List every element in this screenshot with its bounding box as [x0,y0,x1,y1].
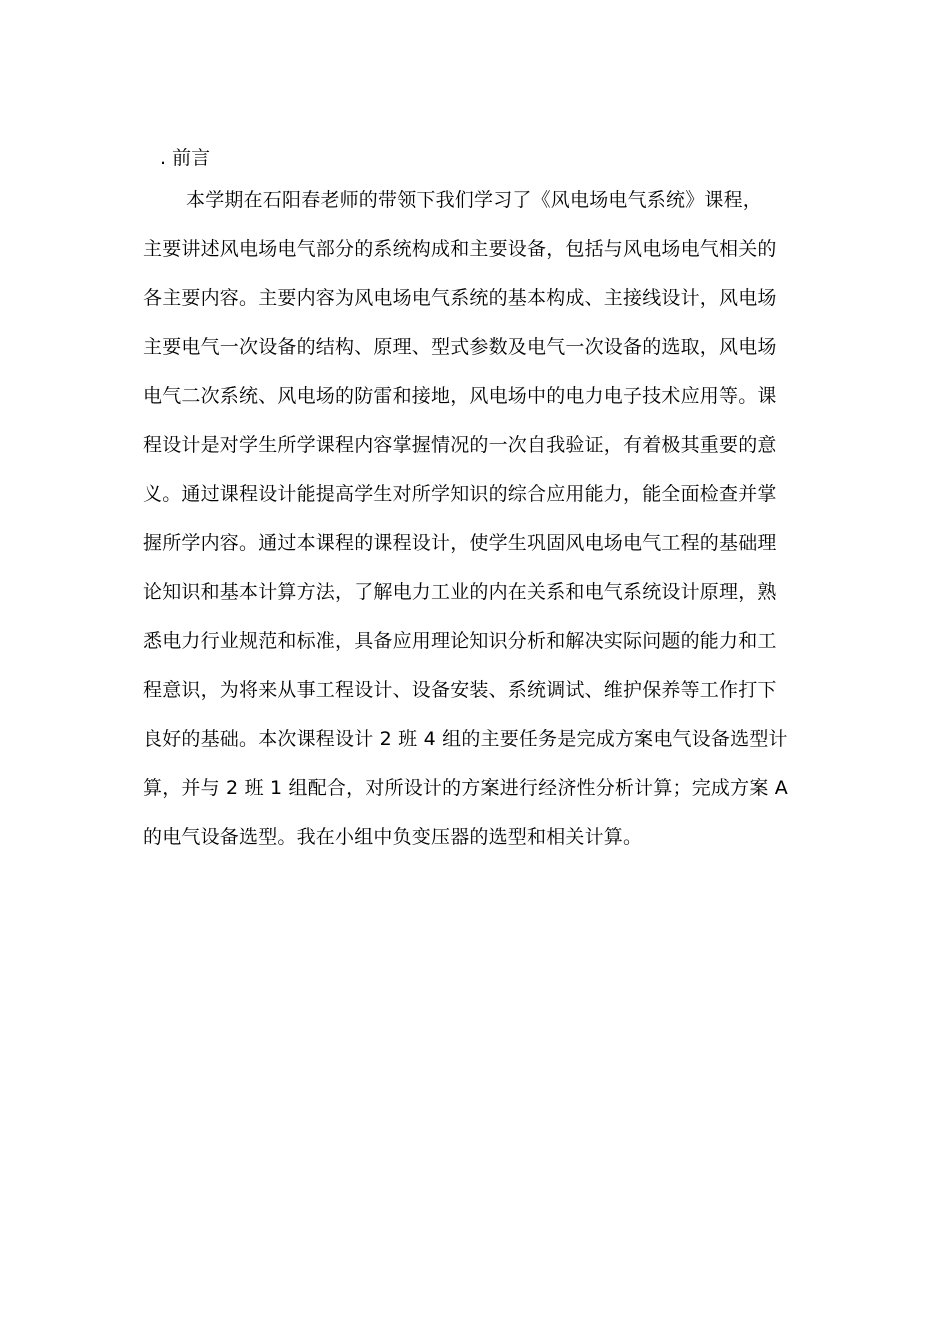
paragraph-line: 义。通过课程设计能提高学生对所学知识的综合应用能力，能全面检查并掌 [143,483,777,505]
paragraph-line: 悉电力行业规范和标准，具备应用理论知识分析和解决实际问题的能力和工 [143,630,777,652]
paragraph-line: 的电气设备选型。我在小组中负变压器的选型和相关计算。 [143,826,643,848]
paragraph-line: 论知识和基本计算方法，了解电力工业的内在关系和电气系统设计原理，熟 [143,581,777,603]
paragraph-line: 良好的基础。本次课程设计 2 班 4 组的主要任务是完成方案电气设备选型计 [143,728,788,750]
paragraph-line: 各主要内容。主要内容为风电场电气系统的基本构成、主接线设计，风电场 [143,287,777,309]
paragraph-line: 电气二次系统、风电场的防雷和接地，风电场中的电力电子技术应用等。课 [143,385,777,407]
paragraph-line: 算，并与 2 班 1 组配合，对所设计的方案进行经济性分析计算；完成方案 A [143,777,788,799]
body-paragraph [143,176,811,862]
paragraph-line: 主要讲述风电场电气部分的系统构成和主要设备，包括与风电场电气相关的 [143,238,777,260]
paragraph-line: 程意识，为将来从事工程设计、设备安装、系统调试、维护保养等工作打下 [143,679,777,701]
paragraph-line: 本学期在石阳春老师的带领下我们学习了《风电场电气系统》课程， [186,189,763,211]
paragraph-line: 主要电气一次设备的结构、原理、型式参数及电气一次设备的选取，风电场 [143,336,777,358]
section-heading: . 前言 [160,147,211,169]
paragraph-line: 程设计是对学生所学课程内容掌握情况的一次自我验证，有着极其重要的意 [143,434,777,456]
paragraph-line: 握所学内容。通过本课程的课程设计，使学生巩固风电场电气工程的基础理 [143,532,777,554]
